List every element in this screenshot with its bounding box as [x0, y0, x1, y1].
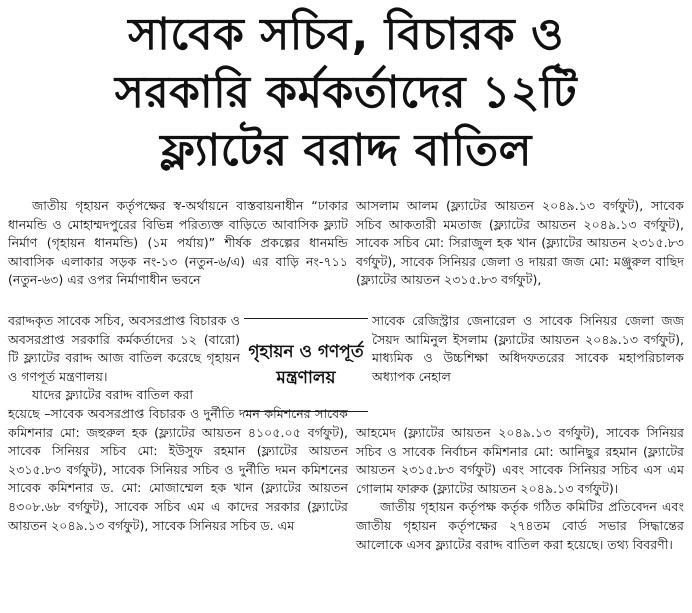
ministry-name: গৃহায়ন ও গণপূর্ত মন্ত্রণালয়	[248, 342, 364, 388]
paragraph-list-continued: আসলাম আলম (ফ্ল্যাটের আয়তন ২০৪৯.১৩ বর্গফুট), সাবেক সচিব আকতারী মমতাজ (ফ্ল্যাটের আয়তন ২০৪৯.১৩ বর্গফুট), সাবেক সচিব মো: সিরাজুল হক খান (ফ্ল্যাটের আয়তন ২৩১৫.৮৩ বর্গফুট), সাবেক সিনিয়র জেলা ও দায়রা জজ মো: মঞ্জুরুল বাছিদ (ফ্ল্যাটের আয়তন ২৩১৫.৮৩ বর্গফুট),	[356, 198, 684, 288]
paragraph-intro-continued: বরাদ্দকৃত সাবেক সচিব, অবসরপ্রাপ্ত বিচারক ও অবসরপ্রাপ্ত সরকারি কর্মকর্তাদের ১২ (বারো) টি ফ্ল্যাটের বরাদ্দ আজ বাতিল করেছে গৃহায়ন ও গণপূর্ত মন্ত্রণালয়।	[8, 313, 240, 384]
paragraph-conclusion: জাতীয় গৃহায়ন কর্তৃপক্ষ কর্তৃক গঠিত কমিটির প্রতিবেদন এবং জাতীয় গৃহায়ন কর্তৃপক্ষের ২৭৪তম বোর্ড সভার সিদ্ধান্তের আলোকে এসব ফ্ল্যাটের বরাদ্দ বাতিল করা হয়েছে। তথ্য বিবরণী।	[356, 499, 684, 552]
article-right-column-middle	[372, 312, 684, 386]
article-right-column-top	[356, 197, 684, 290]
paragraph-intro: জাতীয় গৃহায়ন কর্তৃপক্ষের স্ব-অর্থায়নে বাস্তবায়নাধীন “ঢাকার ধানমন্ডি ও মোহাম্মদপুরের বিভিন্ন পরিত্যক্ত বাড়িতে আবাসিক ফ্ল্যাট নির্মাণ (গৃহায়ন ধানমন্ডি) (১ম পর্যায়)” শীর্ষক প্রকল্পের ধানমন্ডি আবাসিক এলাকার সড়ক নং-১৩ (নতুন-৬/এ) এর বাড়ি নং-৭১১ (নতুন-৬৩) এর ওপর নির্মাণাধীন ভবনে	[8, 198, 348, 288]
article-left-column-top	[8, 197, 348, 290]
headline-line-1: সাবেক সচিব, বিচারক ও	[128, 9, 564, 60]
paragraph-cancelled-list: হয়েছে –সাবেক অবসরপ্রাপ্ত বিচারক ও দুর্নীতি দমন কমিশনের সাবেক কমিশনার মো: জহুরুল হক (ফ্ল্যাটের আয়তন ৪১০৫.০৫ বর্গফুট), সাবেক সিনিয়র সচিব মো: ইউসুফ রহমান (ফ্ল্যাটের আয়তন ২৩১৫.৮৩ বর্গফুট), সাবেক সিনিয়র সচিব ও দুর্নীতি দমন কমিশনের সাবেক কমিশনার ড. মো: মোজাম্মেল হক খান (ফ্ল্যাটের আয়তন ৪৩০৮.৬৮ বর্গফুট), সাবেক সচিব এম এ কাদের সরকার (ফ্ল্যাটের আয়তন ২০৪৯.১৩ বর্গফুট), সাবেক সিনিয়র সচিব ড. এম	[8, 406, 348, 533]
paragraph-cancelled-start: যাদের ফ্ল্যাটের বরাদ্দ বাতিল করা	[32, 387, 193, 403]
headline	[0, 6, 692, 180]
ministry-callout	[244, 318, 368, 412]
article-right-column-bottom	[356, 424, 684, 554]
article-left-column-middle	[8, 312, 240, 405]
paragraph-list-end: আহমেদ (ফ্ল্যাটের আয়তন ২০৪৯.১৩ বর্গফুট), সাবেক সিনিয়র সচিব ও সাবেক নির্বাচন কমিশনার মো: আনিছুর রহমান (ফ্ল্যাটের আয়তন ২৩১৫.৮৩ বর্গফুট) এবং সাবেক সিনিয়র সচিব এস এম গোলাম ফারুক (ফ্ল্যাটের আয়তন ২০৪৯.১৩ বর্গফুট)।	[356, 425, 684, 496]
headline-line-3: ফ্ল্যাটের বরাদ্দ বাতিল	[160, 125, 532, 176]
paragraph-list-continued-2: সাবেক রেজিস্ট্রার জেনারেল ও সাবেক সিনিয়র জেলা জজ সৈয়দ আমিনুল ইসলাম (ফ্ল্যাটের আয়তন ২০৪৯.১৩ বর্গফুট), মাধ্যমিক ও উচ্চশিক্ষা অধিদফতরের সাবেক মহাপরিচালক অধ্যাপক নেহাল	[372, 313, 684, 384]
headline-line-2: সরকারি কর্মকর্তাদের ১২টি	[114, 67, 578, 118]
article-left-column-bottom	[8, 405, 348, 535]
